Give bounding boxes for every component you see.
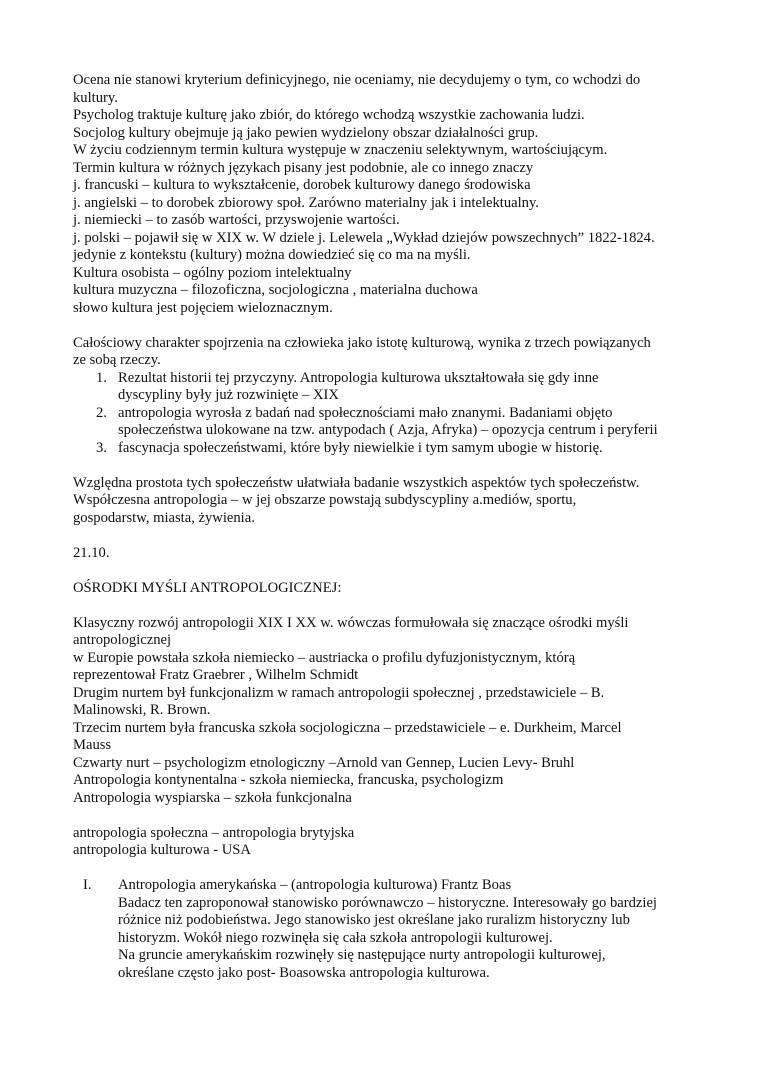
text-line: Socjolog kultury obejmuje ją jako pewien wydzielony obszar działalności grup.: [73, 124, 539, 141]
blank-line: [73, 457, 693, 475]
text-line: Na gruncie amerykańskim rozwinęły się następujące nurty antropologii kulturowej,: [118, 947, 606, 963]
text-line: Rezultat historii tej przyczyny. Antropologia kulturowa ukształtowała się gdy inne: [118, 369, 599, 386]
text-line: kultury.: [73, 89, 118, 106]
text-line: W życiu codziennym termin kultura występuje w znaczeniu selektywnym, wartościującym.: [73, 142, 608, 158]
simplicity-paragraph: [73, 475, 693, 528]
blank-line: [73, 317, 693, 335]
text-line: Ocena nie stanowi kryterium definicyjnego, nie oceniamy, nie decydujemy o tym, co wchodzi do: [73, 72, 641, 88]
text-line: historyzm. Wokół niego rozwinęła się cała szkoła antropologii kulturowej.: [118, 929, 553, 946]
list-marker: 3.: [96, 439, 107, 456]
text-line: ze sobą rzeczy.: [73, 352, 161, 368]
text-line: określane często jako post- Boasowska antropologia kulturowa.: [118, 964, 490, 981]
text-line: gospodarstw, miasta, żywienia.: [73, 509, 255, 526]
text-line: j. polski – pojawił się w XIX w. W dziele j. Lelewela „Wykład dziejów powszechnych” 1822-1824.: [73, 229, 655, 246]
text-line: w Europie powstała szkoła niemiecko – austriacka o profilu dyfuzjonistycznym, którą: [73, 649, 576, 666]
text-line: Malinowski, R. Brown.: [73, 702, 211, 718]
centers-paragraph: [73, 615, 693, 808]
text-line: różnice niż podobieństwa. Jego stanowisko jest określane jako ruralizm historyczny lub: [118, 912, 630, 928]
list-marker: 1.: [96, 369, 107, 386]
text-line: Mauss: [73, 737, 112, 753]
text-line: Badacz ten zaproponował stanowisko porównawczo – historyczne. Interesowały go bardziej: [118, 894, 657, 911]
list-item: [96, 439, 693, 458]
text-line: Drugim nurtem był funkcjonalizm w ramach antropologii społecznej , przedstawiciele – B.: [73, 684, 605, 701]
text-line: Kultura osobista – ogólny poziom intelektualny: [73, 264, 352, 281]
blank-line: [73, 562, 693, 580]
blank-line: [73, 597, 693, 615]
text-line: Całościowy charakter spojrzenia na człowieka jako istotę kulturową, wynika z trzech powiązanych: [73, 334, 651, 351]
numbered-list: [73, 370, 693, 458]
blank-line: [73, 860, 693, 878]
text-line: słowo kultura jest pojęciem wieloznacznym.: [73, 299, 333, 316]
text-line: antropologia wyrosła z badań nad społecznościami mało znanymi. Badaniami objęto: [118, 404, 613, 421]
text-line: Psycholog traktuje kulturę jako zbiór, do którego wchodzą wszystkie zachowania ludzi.: [73, 107, 585, 123]
text-line: antropologia kulturowa - USA: [73, 842, 251, 858]
text-line: Antropologia amerykańska – (antropologia kulturowa) Frantz Boas: [118, 877, 512, 893]
list-marker: I.: [83, 877, 92, 893]
list-item: [96, 369, 693, 405]
text-line: Współczesna antropologia – w jej obszarze powstają subdyscypliny a.mediów, sportu,: [73, 492, 577, 508]
section-heading: OŚRODKI MYŚLI ANTROPOLOGICZNEJ:: [73, 579, 342, 596]
list-item: [83, 877, 693, 982]
roman-list: [73, 877, 693, 982]
text-line: j. angielski – to dorobek zbiorowy społ. Zarówno materialny jak i intelektualny.: [73, 194, 539, 211]
text-line: antropologicznej: [73, 632, 172, 648]
text-line: społeczeństwa ulokowane na tzw. antypodach ( Azja, Afryka) – opozycja centrum i peryferii: [118, 422, 658, 438]
text-line: fascynacja społeczeństwami, które były niewielkie i tym samym ubogie w historię.: [118, 439, 603, 456]
text-line: Antropologia kontynentalna - szkoła niemiecka, francuska, psychologizm: [73, 772, 504, 788]
text-line: dyscypliny były już rozwinięte – XIX: [118, 387, 339, 403]
blank-line: [73, 807, 693, 825]
list-marker: 2.: [96, 404, 107, 421]
social-cultural-paragraph: [73, 825, 693, 860]
document-page: [73, 72, 693, 982]
text-line: j. niemiecki – to zasób wartości, przyswojenie wartości.: [73, 212, 400, 228]
text-line: Trzecim nurtem była francuska szkoła socjologiczna – przedstawiciele – e. Durkheim, Marcel: [73, 719, 622, 736]
list-item: [96, 404, 693, 440]
text-line: j. francuski – kultura to wykształcenie, dorobek kulturowy danego środowiska: [73, 177, 531, 193]
intro-paragraph: [73, 72, 693, 317]
text-line: Czwarty nurt – psychologizm etnologiczny –Arnold van Gennep, Lucien Levy- Bruhl: [73, 754, 575, 771]
text-line: Klasyczny rozwój antropologii XIX I XX w. wówczas formułowała się znaczące ośrodki myśli: [73, 614, 629, 631]
text-line: reprezentował Fratz Graebrer , Wilhelm Schmidt: [73, 667, 359, 683]
text-line: jedynie z kontekstu (kultury) można dowiedzieć się co ma na myśli.: [73, 247, 471, 263]
text-line: Antropologia wyspiarska – szkoła funkcjonalna: [73, 789, 352, 806]
text-line: Względna prostota tych społeczeństw ułatwiała badanie wszystkich aspektów tych społeczeństw.: [73, 474, 640, 491]
text-line: Termin kultura w różnych językach pisany jest podobnie, ale co innego znaczy: [73, 159, 534, 176]
text-line: kultura muzyczna – filozoficzna, socjologiczna , materialna duchowa: [73, 282, 478, 298]
text-line: antropologia społeczna – antropologia brytyjska: [73, 824, 355, 841]
holistic-paragraph: [73, 335, 693, 370]
date-label: 21.10.: [73, 544, 110, 561]
blank-line: [73, 527, 693, 545]
